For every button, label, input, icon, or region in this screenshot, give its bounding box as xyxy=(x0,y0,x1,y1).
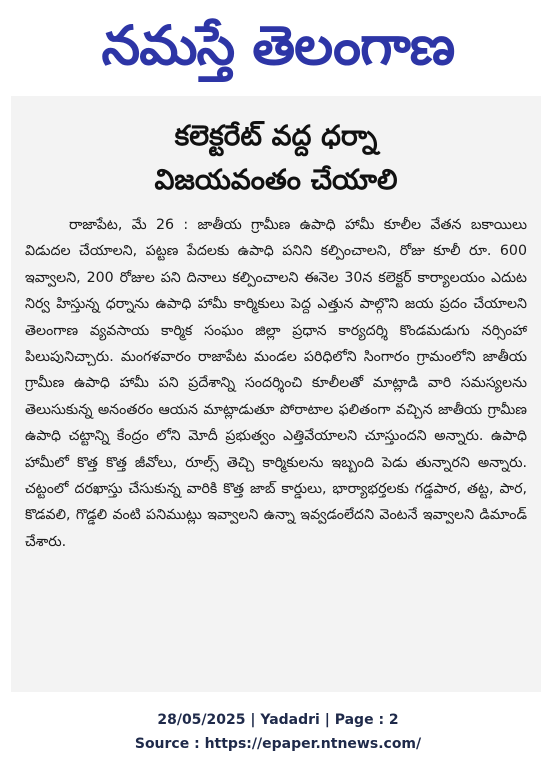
source-link[interactable]: Source : https://epaper.ntnews.com/ xyxy=(134,736,422,752)
masthead-logo xyxy=(0,0,556,92)
headline-line-2: విజయవంతం చేయాలి xyxy=(154,163,398,196)
article-body: రాజాపేట, మే 26 : జాతీయ గ్రామీణ ఉపాధి హామీ కూలీల వేతన బకాయిలు విడుదల చేయాలని, పట్టణ పేదలకు ఉపాధి పనిని కల్పించాలని, రోజు కూలీ రూ. 600 ఇవ్వాలని, 200 రోజుల పని దినాలు కల్పించాలని ఈనెల 30న కలెక్టర్ కార్యాలయం ఎదుట నిర్వ హిస్తున్న ధర్నాను ఉపాధి హామీ కార్మికులు పెద్ద ఎత్తున పాల్గొని జయ ప్రదం చేయాలని తెలంగాణ వ్యవసాయ కార్మిక సంఘం జిల్లా ప్రధాన కార్యదర్శి కొండమడుగు నర్సింహా పిలుపునిచ్చారు. మంగళవారం రాజాపేట మండల పరిధిలోని సింగారం గ్రామంలోని జాతీయ గ్రామీణ ఉపాధి హామీ పని ప్రదేశాన్ని సందర్శించి కూలీలతో మాట్లాడి వారి సమస్యలను తెలుసుకున్న అనంతరం ఆయన మాట్లాడుతూ పోరాటాల ఫలితంగా వచ్చిన జాతీయ గ్రామీణ ఉపాధి చట్టాన్ని కేంద్రం లోని మోదీ ప్రభుత్వం ఎత్తివేయాలని చూస్తుందని అన్నారు. ఉపాధి హామీలో కొత్త కొత్త జీవోలు, రూల్స్ తెచ్చి కార్మికులను ఇబ్బంది పెడు తున్నారని అన్నారు. చట్టంలో దరఖాస్తు చేసుకున్న వారికి కొత్త జాబ్ కార్డులు, భార్యాభర్తలకు గడ్డపార, తట్ట, పార, కొడవలి, గొడ్డలి వంటి పనిముట్లు ఇవ్వాలని ఉన్నా ఇవ్వడంలేదని వెంటనే ఇవ్వాలని డిమాండ్ చేశారు. xyxy=(25,217,527,550)
newspaper-clipping xyxy=(11,96,541,692)
edition-info: 28/05/2025 | Yadadri | Page : 2 xyxy=(157,712,399,728)
masthead-title: నమస్తే తెలంగాణ xyxy=(101,14,455,77)
article-headline xyxy=(25,114,527,202)
headline-line-1: కలెక్టరేట్ వద్ద ధర్నా xyxy=(174,119,378,152)
